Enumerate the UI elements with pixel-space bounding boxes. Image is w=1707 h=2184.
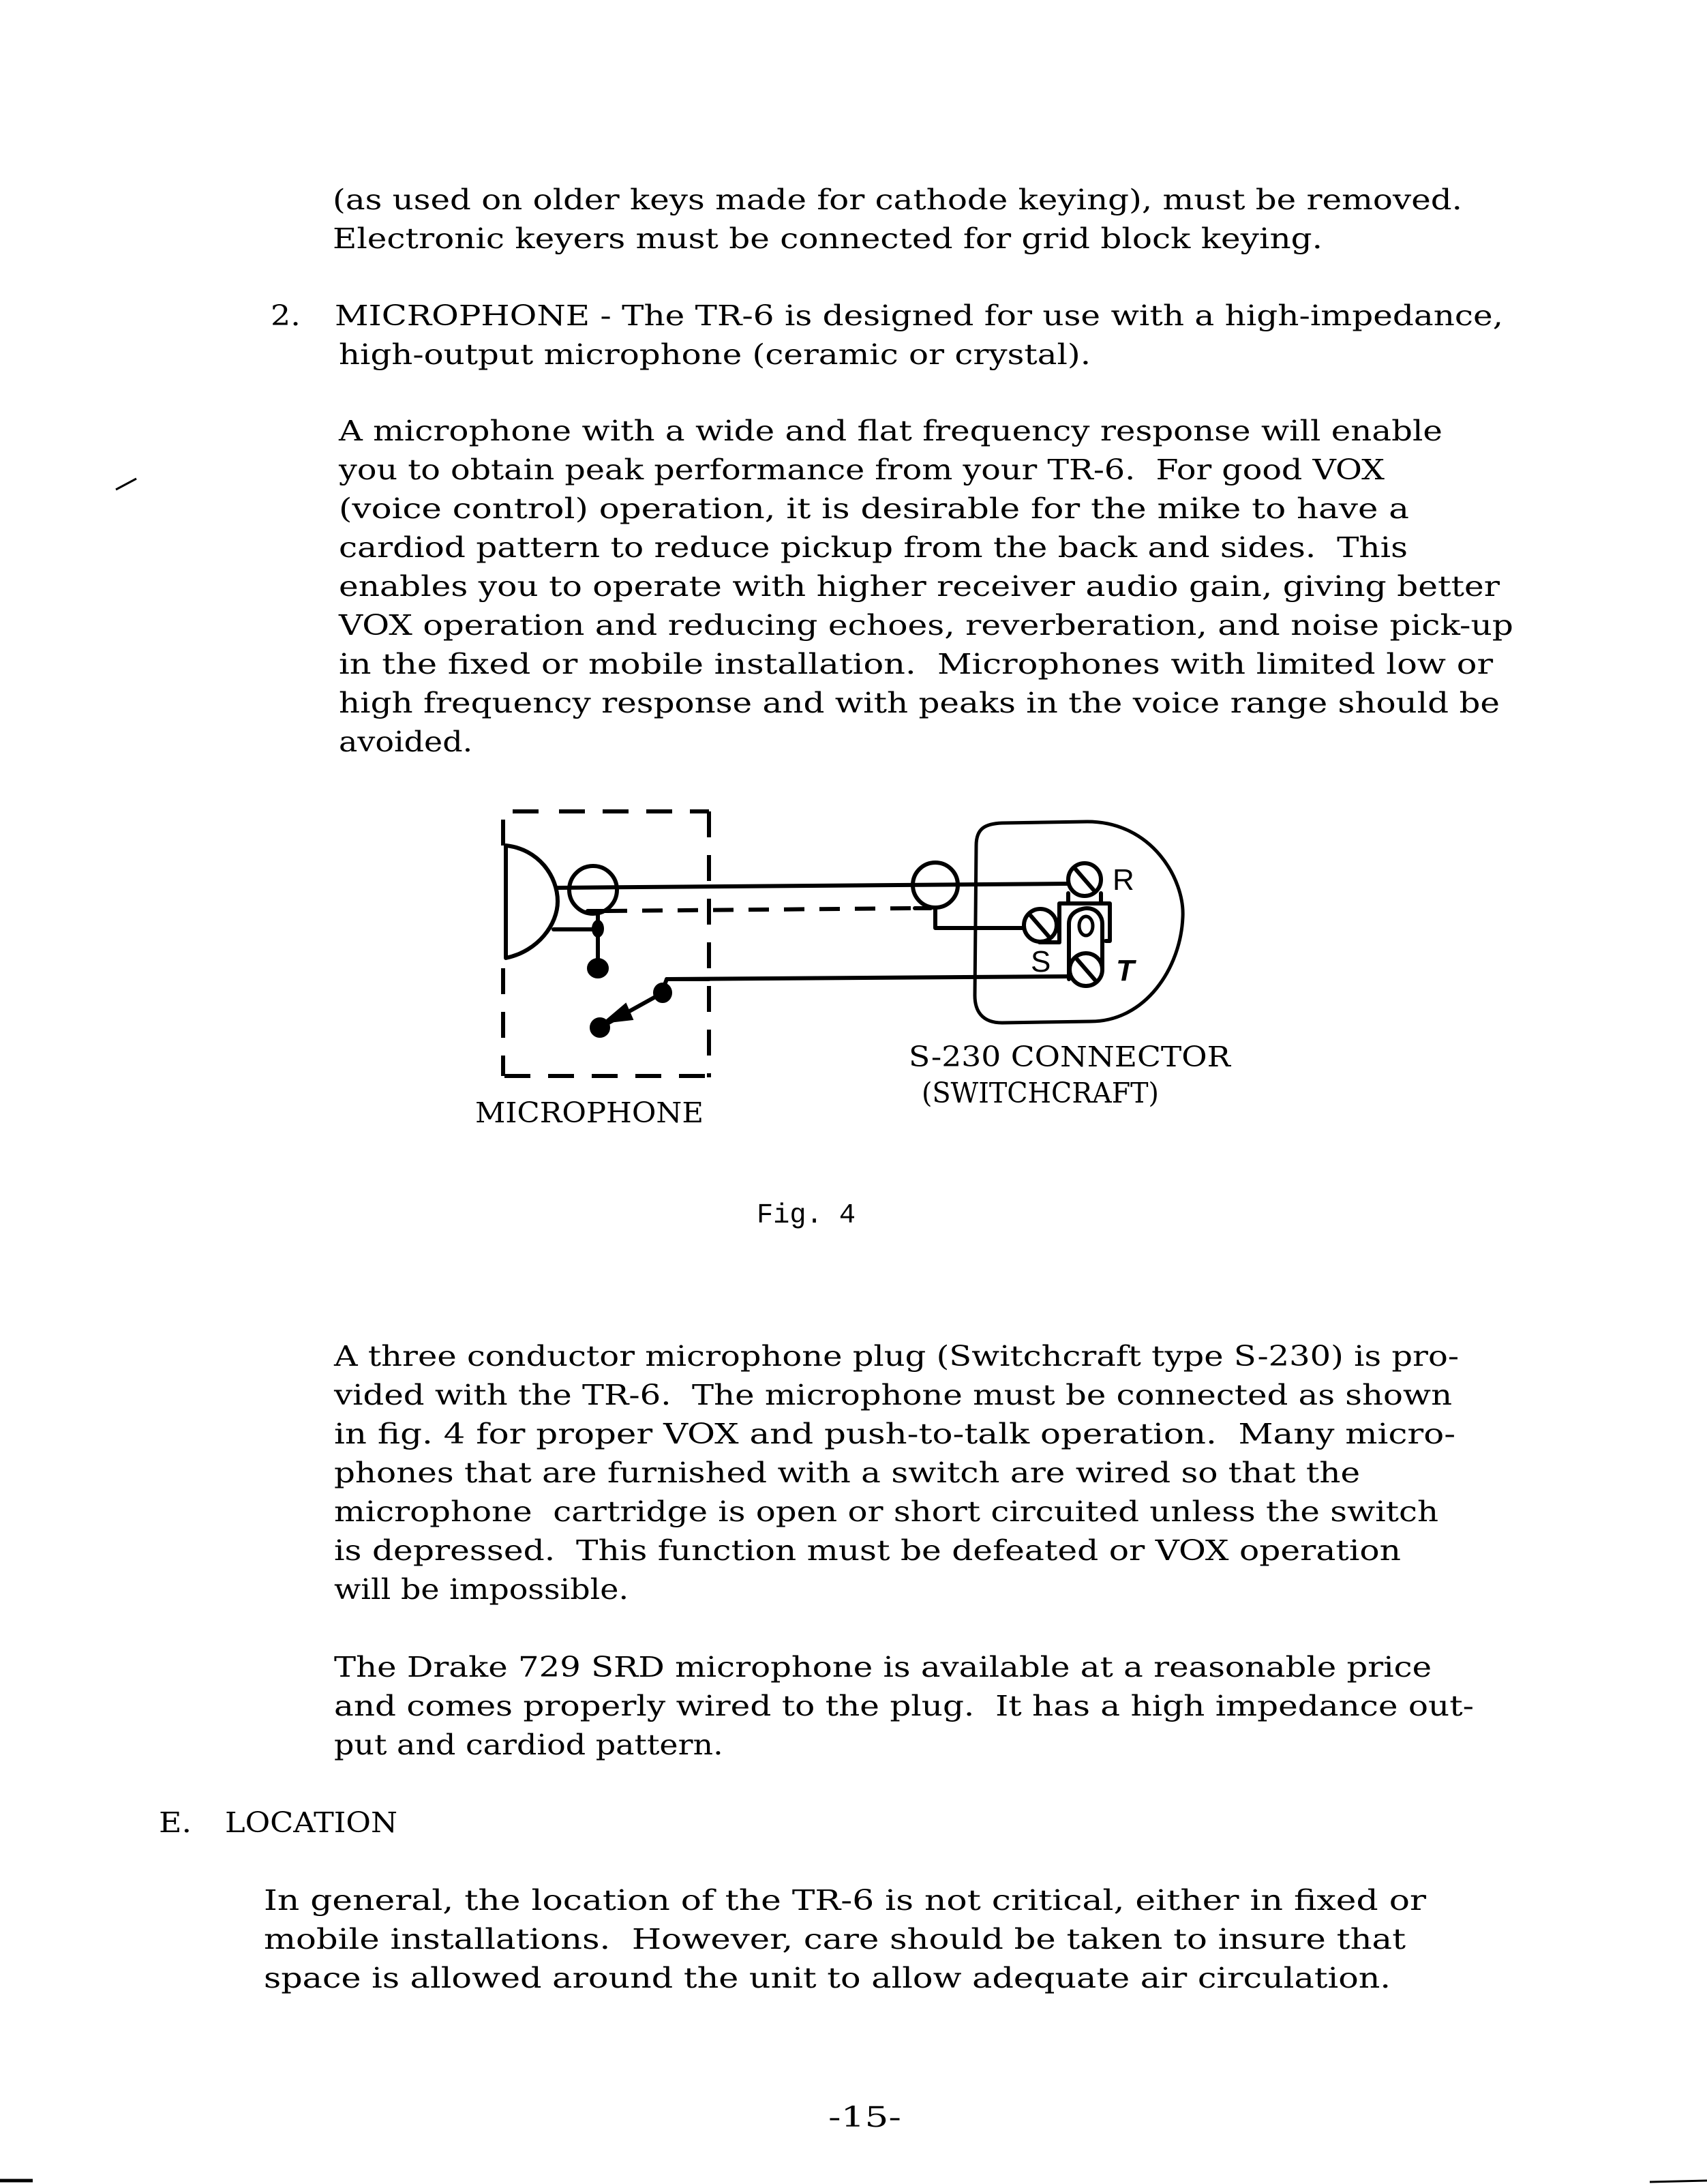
text-line: (voice control) operation, it is desirable for the mike to have a xyxy=(339,492,1409,525)
text-line: A microphone with a wide and flat frequency response will enable xyxy=(339,415,1442,447)
text-line: microphone cartridge is open or short circuited unless the switch xyxy=(334,1495,1439,1528)
text-line: avoided. xyxy=(339,725,473,758)
text-line: will be impossible. xyxy=(334,1573,629,1606)
item-number: 2. xyxy=(271,299,301,332)
text-line: VOX operation and reducing echoes, reverberation, and noise pick-up xyxy=(339,609,1513,642)
section-letter: E. xyxy=(159,1806,192,1839)
text-line: (as used on older keys made for cathode keying), must be removed. xyxy=(333,183,1462,216)
text-line: put and cardiod pattern. xyxy=(334,1729,723,1761)
text-line: space is allowed around the unit to allow adequate air circulation. xyxy=(264,1962,1391,1994)
text-line: and comes properly wired to the plug. It has a high impedance out- xyxy=(334,1690,1474,1722)
text-line: A three conductor microphone plug (Switchcraft type S-230) is pro- xyxy=(334,1340,1460,1373)
text-line: you to obtain peak performance from your TR-6. For good VOX xyxy=(339,453,1385,486)
terminal-label-r: R xyxy=(1113,863,1134,897)
screw-r-icon xyxy=(1068,863,1101,903)
item-heading-line: MICROPHONE - The TR-6 is designed for use with a high-impedance, xyxy=(335,299,1504,332)
connector-maker-label: (SWITCHCRAFT) xyxy=(922,1077,1159,1109)
microphone-label: MICROPHONE xyxy=(475,1096,704,1129)
text-line: Electronic keyers must be connected for grid block keying. xyxy=(333,222,1323,255)
connector-label: S-230 CONNECTOR xyxy=(909,1041,1230,1073)
text-line: in the fixed or mobile installation. Microphones with limited low or xyxy=(339,648,1494,680)
shield-circle-mic xyxy=(569,866,617,914)
section-title: LOCATION xyxy=(225,1806,398,1839)
text-line: The Drake 729 SRD microphone is available at a reasonable price xyxy=(334,1651,1432,1684)
text-line: is depressed. This function must be defeated or VOX operation xyxy=(334,1534,1401,1567)
screw-t-icon xyxy=(1070,953,1102,986)
switch-contact-dot xyxy=(588,959,608,978)
text-line: in fig. 4 for proper VOX and push-to-talk operation. Many micro- xyxy=(334,1418,1456,1450)
microphone-cartridge-icon xyxy=(506,846,558,958)
wire-shield xyxy=(607,908,913,911)
text-line: enables you to operate with higher receiver audio gain, giving better xyxy=(339,570,1500,603)
terminal-label-s: S xyxy=(1031,945,1051,978)
text-line: cardiod pattern to reduce pickup from the back and sides. This xyxy=(339,531,1408,564)
text-line: high frequency response and with peaks in the voice range should be xyxy=(339,687,1500,719)
text-line: phones that are furnished with a switch are wired so that the xyxy=(334,1456,1361,1489)
text-line: In general, the location of the TR-6 is not critical, either in fixed or xyxy=(264,1884,1426,1917)
junction-dot xyxy=(592,921,603,937)
terminal-label-t: T xyxy=(1116,954,1134,987)
figure-caption: Fig. 4 xyxy=(757,1200,856,1231)
wire-sleeve xyxy=(935,908,1023,928)
wire-ring xyxy=(558,884,1067,888)
text-line: high-output microphone (ceramic or crystal). xyxy=(339,338,1091,371)
text-line: vided with the TR-6. The microphone must be connected as shown xyxy=(334,1379,1453,1411)
page-number: -15- xyxy=(828,2101,901,2134)
screw-s-icon xyxy=(1024,909,1059,942)
text-line: mobile installations. However, care should be taken to insure that xyxy=(264,1923,1406,1956)
ptt-switch-icon xyxy=(590,979,709,1037)
wire-tip xyxy=(667,976,1069,979)
